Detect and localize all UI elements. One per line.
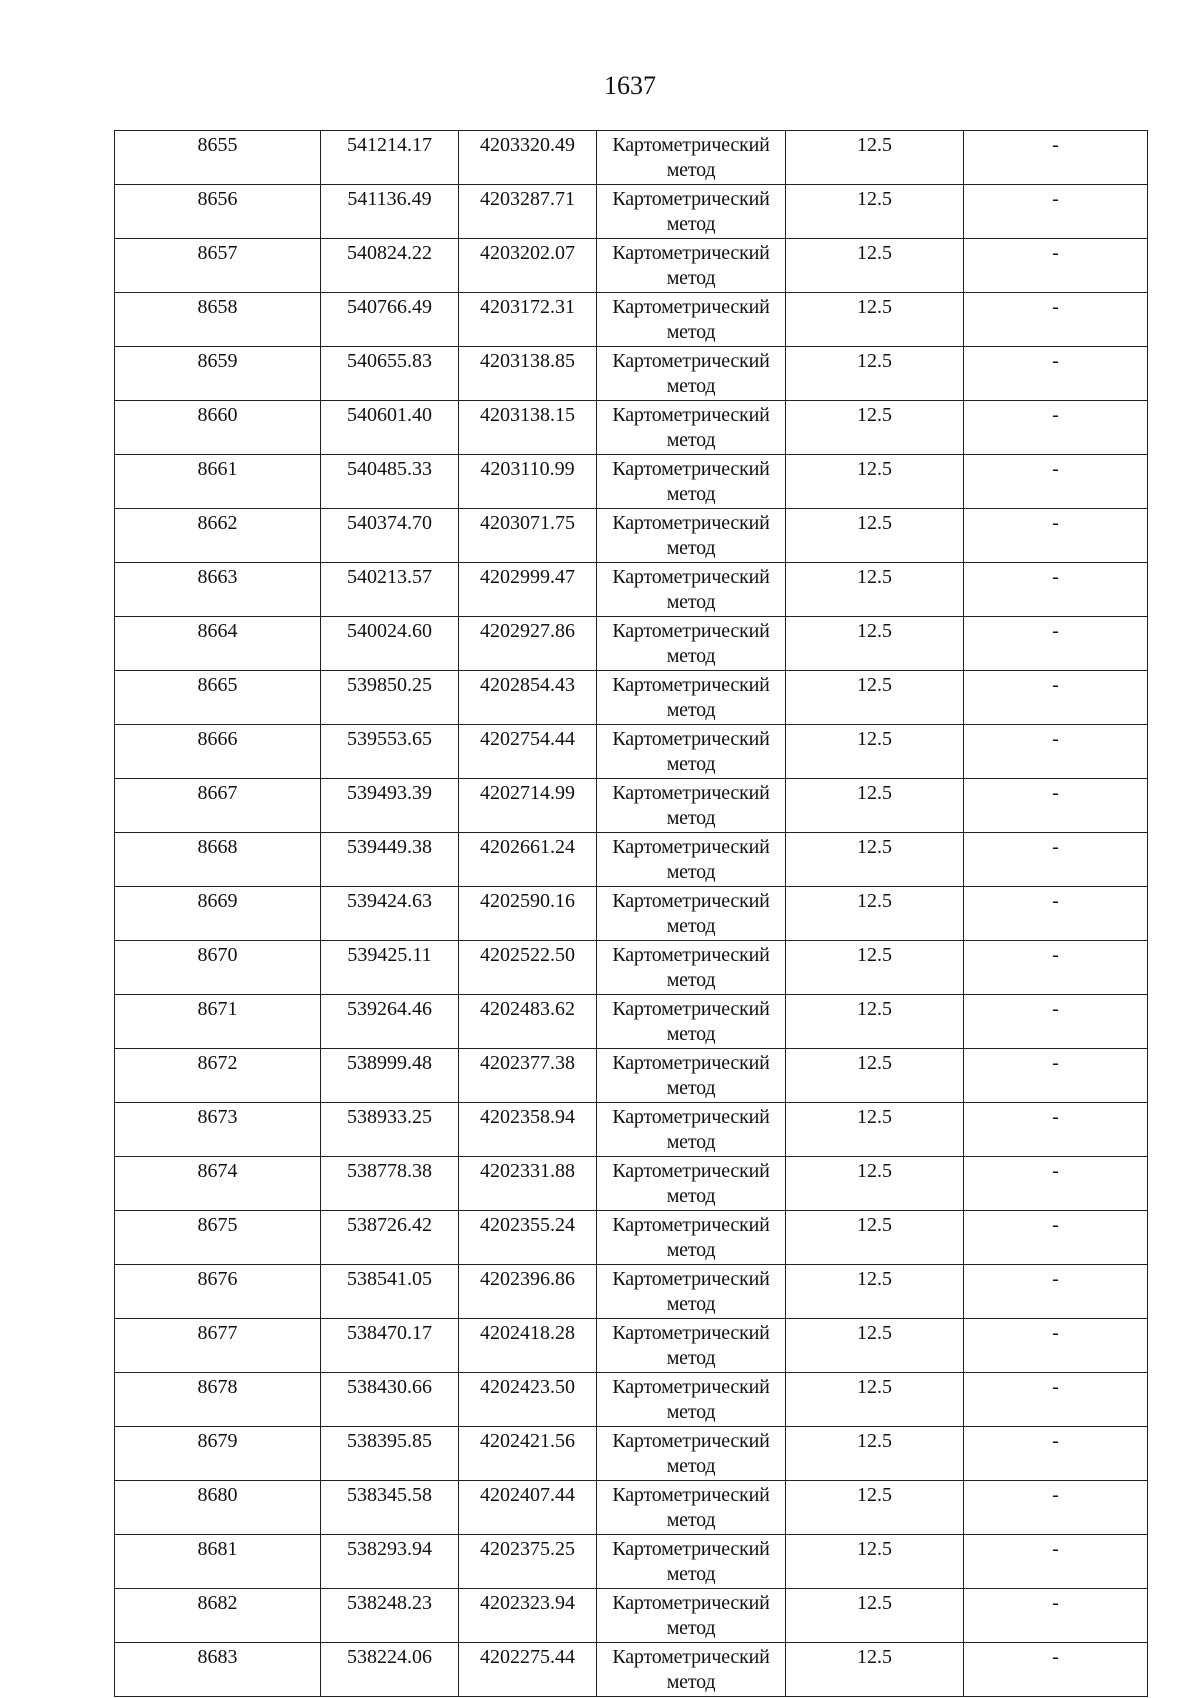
- point-number-cell: 8667: [115, 779, 321, 833]
- note-cell: -: [964, 1265, 1148, 1319]
- accuracy-cell: 12.5: [786, 1211, 964, 1265]
- x-coordinate-cell: 540824.22: [321, 239, 459, 293]
- y-coordinate-cell: 4202355.24: [459, 1211, 597, 1265]
- note-cell: -: [964, 509, 1148, 563]
- note-cell: -: [964, 1427, 1148, 1481]
- point-number-cell: 8677: [115, 1319, 321, 1373]
- x-coordinate-cell: 538470.17: [321, 1319, 459, 1373]
- page-number: 1637: [604, 71, 656, 100]
- note-cell: -: [964, 1319, 1148, 1373]
- method-cell: Картометрический метод: [597, 995, 786, 1049]
- point-number-cell: 8656: [115, 185, 321, 239]
- table-row: [115, 671, 1148, 725]
- point-number-cell: 8682: [115, 1589, 321, 1643]
- table-row: [115, 401, 1148, 455]
- x-coordinate-cell: 539264.46: [321, 995, 459, 1049]
- note-cell: -: [964, 1535, 1148, 1589]
- point-number-cell: 8670: [115, 941, 321, 995]
- method-cell: Картометрический метод: [597, 1049, 786, 1103]
- point-number-cell: 8681: [115, 1535, 321, 1589]
- coordinates-table-body: [115, 131, 1148, 1697]
- x-coordinate-cell: 539425.11: [321, 941, 459, 995]
- y-coordinate-cell: 4202714.99: [459, 779, 597, 833]
- method-cell: Картометрический метод: [597, 617, 786, 671]
- point-number-cell: 8661: [115, 455, 321, 509]
- x-coordinate-cell: 538430.66: [321, 1373, 459, 1427]
- table-row: [115, 1103, 1148, 1157]
- method-cell: Картометрический метод: [597, 293, 786, 347]
- note-cell: -: [964, 1103, 1148, 1157]
- x-coordinate-cell: 538345.58: [321, 1481, 459, 1535]
- table-row: [115, 1535, 1148, 1589]
- table-row: [115, 995, 1148, 1049]
- note-cell: -: [964, 887, 1148, 941]
- y-coordinate-cell: 4203071.75: [459, 509, 597, 563]
- y-coordinate-cell: 4202377.38: [459, 1049, 597, 1103]
- y-coordinate-cell: 4202418.28: [459, 1319, 597, 1373]
- accuracy-cell: 12.5: [786, 887, 964, 941]
- accuracy-cell: 12.5: [786, 1319, 964, 1373]
- accuracy-cell: 12.5: [786, 1157, 964, 1211]
- x-coordinate-cell: 538778.38: [321, 1157, 459, 1211]
- point-number-cell: 8675: [115, 1211, 321, 1265]
- method-cell: Картометрический метод: [597, 725, 786, 779]
- y-coordinate-cell: 4202661.24: [459, 833, 597, 887]
- x-coordinate-cell: 539850.25: [321, 671, 459, 725]
- x-coordinate-cell: 540485.33: [321, 455, 459, 509]
- y-coordinate-cell: 4202590.16: [459, 887, 597, 941]
- accuracy-cell: 12.5: [786, 617, 964, 671]
- x-coordinate-cell: 540213.57: [321, 563, 459, 617]
- point-number-cell: 8664: [115, 617, 321, 671]
- table-row: [115, 1589, 1148, 1643]
- y-coordinate-cell: 4202331.88: [459, 1157, 597, 1211]
- y-coordinate-cell: 4203202.07: [459, 239, 597, 293]
- table-row: [115, 1049, 1148, 1103]
- method-cell: Картометрический метод: [597, 401, 786, 455]
- y-coordinate-cell: 4203138.15: [459, 401, 597, 455]
- note-cell: -: [964, 293, 1148, 347]
- point-number-cell: 8668: [115, 833, 321, 887]
- note-cell: -: [964, 1373, 1148, 1427]
- accuracy-cell: 12.5: [786, 401, 964, 455]
- note-cell: -: [964, 563, 1148, 617]
- method-cell: Картометрический метод: [597, 347, 786, 401]
- note-cell: -: [964, 1481, 1148, 1535]
- table-row: [115, 347, 1148, 401]
- note-cell: -: [964, 1157, 1148, 1211]
- method-cell: Картометрический метод: [597, 509, 786, 563]
- accuracy-cell: 12.5: [786, 185, 964, 239]
- point-number-cell: 8657: [115, 239, 321, 293]
- y-coordinate-cell: 4203320.49: [459, 131, 597, 185]
- method-cell: Картометрический метод: [597, 1589, 786, 1643]
- note-cell: -: [964, 1643, 1148, 1697]
- point-number-cell: 8665: [115, 671, 321, 725]
- accuracy-cell: 12.5: [786, 1643, 964, 1697]
- accuracy-cell: 12.5: [786, 1589, 964, 1643]
- x-coordinate-cell: 538726.42: [321, 1211, 459, 1265]
- table-row: [115, 617, 1148, 671]
- point-number-cell: 8658: [115, 293, 321, 347]
- table-row: [115, 1319, 1148, 1373]
- method-cell: Картометрический метод: [597, 1643, 786, 1697]
- y-coordinate-cell: 4202522.50: [459, 941, 597, 995]
- point-number-cell: 8679: [115, 1427, 321, 1481]
- table-row: [115, 1157, 1148, 1211]
- table-row: [115, 1373, 1148, 1427]
- point-number-cell: 8676: [115, 1265, 321, 1319]
- accuracy-cell: 12.5: [786, 1481, 964, 1535]
- point-number-cell: 8666: [115, 725, 321, 779]
- note-cell: -: [964, 725, 1148, 779]
- note-cell: -: [964, 1589, 1148, 1643]
- y-coordinate-cell: 4202396.86: [459, 1265, 597, 1319]
- y-coordinate-cell: 4202275.44: [459, 1643, 597, 1697]
- method-cell: Картометрический метод: [597, 239, 786, 293]
- note-cell: -: [964, 671, 1148, 725]
- point-number-cell: 8673: [115, 1103, 321, 1157]
- method-cell: Картометрический метод: [597, 1535, 786, 1589]
- y-coordinate-cell: 4202358.94: [459, 1103, 597, 1157]
- table-row: [115, 185, 1148, 239]
- y-coordinate-cell: 4202323.94: [459, 1589, 597, 1643]
- accuracy-cell: 12.5: [786, 239, 964, 293]
- note-cell: -: [964, 833, 1148, 887]
- y-coordinate-cell: 4203287.71: [459, 185, 597, 239]
- table-row: [115, 131, 1148, 185]
- table-row: [115, 1265, 1148, 1319]
- y-coordinate-cell: 4203138.85: [459, 347, 597, 401]
- method-cell: Картометрический метод: [597, 671, 786, 725]
- y-coordinate-cell: 4202421.56: [459, 1427, 597, 1481]
- accuracy-cell: 12.5: [786, 1535, 964, 1589]
- accuracy-cell: 12.5: [786, 1373, 964, 1427]
- method-cell: Картометрический метод: [597, 131, 786, 185]
- accuracy-cell: 12.5: [786, 1427, 964, 1481]
- x-coordinate-cell: 538224.06: [321, 1643, 459, 1697]
- note-cell: -: [964, 347, 1148, 401]
- accuracy-cell: 12.5: [786, 563, 964, 617]
- table-row: [115, 239, 1148, 293]
- method-cell: Картометрический метод: [597, 833, 786, 887]
- point-number-cell: 8662: [115, 509, 321, 563]
- x-coordinate-cell: 540024.60: [321, 617, 459, 671]
- x-coordinate-cell: 538541.05: [321, 1265, 459, 1319]
- x-coordinate-cell: 541136.49: [321, 185, 459, 239]
- x-coordinate-cell: 539424.63: [321, 887, 459, 941]
- point-number-cell: 8680: [115, 1481, 321, 1535]
- y-coordinate-cell: 4202375.25: [459, 1535, 597, 1589]
- method-cell: Картометрический метод: [597, 779, 786, 833]
- note-cell: -: [964, 1211, 1148, 1265]
- table-row: [115, 1643, 1148, 1697]
- method-cell: Картометрический метод: [597, 1427, 786, 1481]
- point-number-cell: 8660: [115, 401, 321, 455]
- point-number-cell: 8671: [115, 995, 321, 1049]
- point-number-cell: 8683: [115, 1643, 321, 1697]
- point-number-cell: 8663: [115, 563, 321, 617]
- method-cell: Картометрический метод: [597, 563, 786, 617]
- x-coordinate-cell: 540601.40: [321, 401, 459, 455]
- x-coordinate-cell: 538293.94: [321, 1535, 459, 1589]
- point-number-cell: 8678: [115, 1373, 321, 1427]
- table-row: [115, 1427, 1148, 1481]
- method-cell: Картометрический метод: [597, 185, 786, 239]
- accuracy-cell: 12.5: [786, 347, 964, 401]
- y-coordinate-cell: 4202854.43: [459, 671, 597, 725]
- method-cell: Картометрический метод: [597, 1481, 786, 1535]
- accuracy-cell: 12.5: [786, 725, 964, 779]
- accuracy-cell: 12.5: [786, 941, 964, 995]
- note-cell: -: [964, 995, 1148, 1049]
- x-coordinate-cell: 538395.85: [321, 1427, 459, 1481]
- note-cell: -: [964, 779, 1148, 833]
- accuracy-cell: 12.5: [786, 455, 964, 509]
- coordinates-table: [114, 130, 1148, 1697]
- table-row: [115, 941, 1148, 995]
- method-cell: Картометрический метод: [597, 941, 786, 995]
- note-cell: -: [964, 617, 1148, 671]
- method-cell: Картометрический метод: [597, 1211, 786, 1265]
- accuracy-cell: 12.5: [786, 293, 964, 347]
- accuracy-cell: 12.5: [786, 1049, 964, 1103]
- table-row: [115, 887, 1148, 941]
- accuracy-cell: 12.5: [786, 131, 964, 185]
- method-cell: Картометрический метод: [597, 1319, 786, 1373]
- y-coordinate-cell: 4203110.99: [459, 455, 597, 509]
- point-number-cell: 8674: [115, 1157, 321, 1211]
- note-cell: -: [964, 185, 1148, 239]
- method-cell: Картометрический метод: [597, 1265, 786, 1319]
- accuracy-cell: 12.5: [786, 1265, 964, 1319]
- accuracy-cell: 12.5: [786, 1103, 964, 1157]
- x-coordinate-cell: 538999.48: [321, 1049, 459, 1103]
- y-coordinate-cell: 4202407.44: [459, 1481, 597, 1535]
- method-cell: Картометрический метод: [597, 1157, 786, 1211]
- table-row: [115, 1481, 1148, 1535]
- note-cell: -: [964, 131, 1148, 185]
- table-row: [115, 455, 1148, 509]
- x-coordinate-cell: 540766.49: [321, 293, 459, 347]
- y-coordinate-cell: 4202927.86: [459, 617, 597, 671]
- x-coordinate-cell: 539493.39: [321, 779, 459, 833]
- x-coordinate-cell: 538248.23: [321, 1589, 459, 1643]
- point-number-cell: 8669: [115, 887, 321, 941]
- x-coordinate-cell: 541214.17: [321, 131, 459, 185]
- method-cell: Картометрический метод: [597, 1373, 786, 1427]
- accuracy-cell: 12.5: [786, 833, 964, 887]
- table-row: [115, 1211, 1148, 1265]
- note-cell: -: [964, 401, 1148, 455]
- x-coordinate-cell: 539553.65: [321, 725, 459, 779]
- note-cell: -: [964, 941, 1148, 995]
- y-coordinate-cell: 4202999.47: [459, 563, 597, 617]
- note-cell: -: [964, 455, 1148, 509]
- x-coordinate-cell: 539449.38: [321, 833, 459, 887]
- method-cell: Картометрический метод: [597, 1103, 786, 1157]
- note-cell: -: [964, 1049, 1148, 1103]
- accuracy-cell: 12.5: [786, 779, 964, 833]
- table-row: [115, 725, 1148, 779]
- y-coordinate-cell: 4203172.31: [459, 293, 597, 347]
- accuracy-cell: 12.5: [786, 995, 964, 1049]
- y-coordinate-cell: 4202754.44: [459, 725, 597, 779]
- accuracy-cell: 12.5: [786, 509, 964, 563]
- y-coordinate-cell: 4202423.50: [459, 1373, 597, 1427]
- point-number-cell: 8672: [115, 1049, 321, 1103]
- table-row: [115, 293, 1148, 347]
- table-row: [115, 833, 1148, 887]
- y-coordinate-cell: 4202483.62: [459, 995, 597, 1049]
- x-coordinate-cell: 540374.70: [321, 509, 459, 563]
- x-coordinate-cell: 538933.25: [321, 1103, 459, 1157]
- table-row: [115, 509, 1148, 563]
- point-number-cell: 8655: [115, 131, 321, 185]
- method-cell: Картометрический метод: [597, 455, 786, 509]
- accuracy-cell: 12.5: [786, 671, 964, 725]
- x-coordinate-cell: 540655.83: [321, 347, 459, 401]
- method-cell: Картометрический метод: [597, 887, 786, 941]
- table-row: [115, 779, 1148, 833]
- note-cell: -: [964, 239, 1148, 293]
- point-number-cell: 8659: [115, 347, 321, 401]
- table-row: [115, 563, 1148, 617]
